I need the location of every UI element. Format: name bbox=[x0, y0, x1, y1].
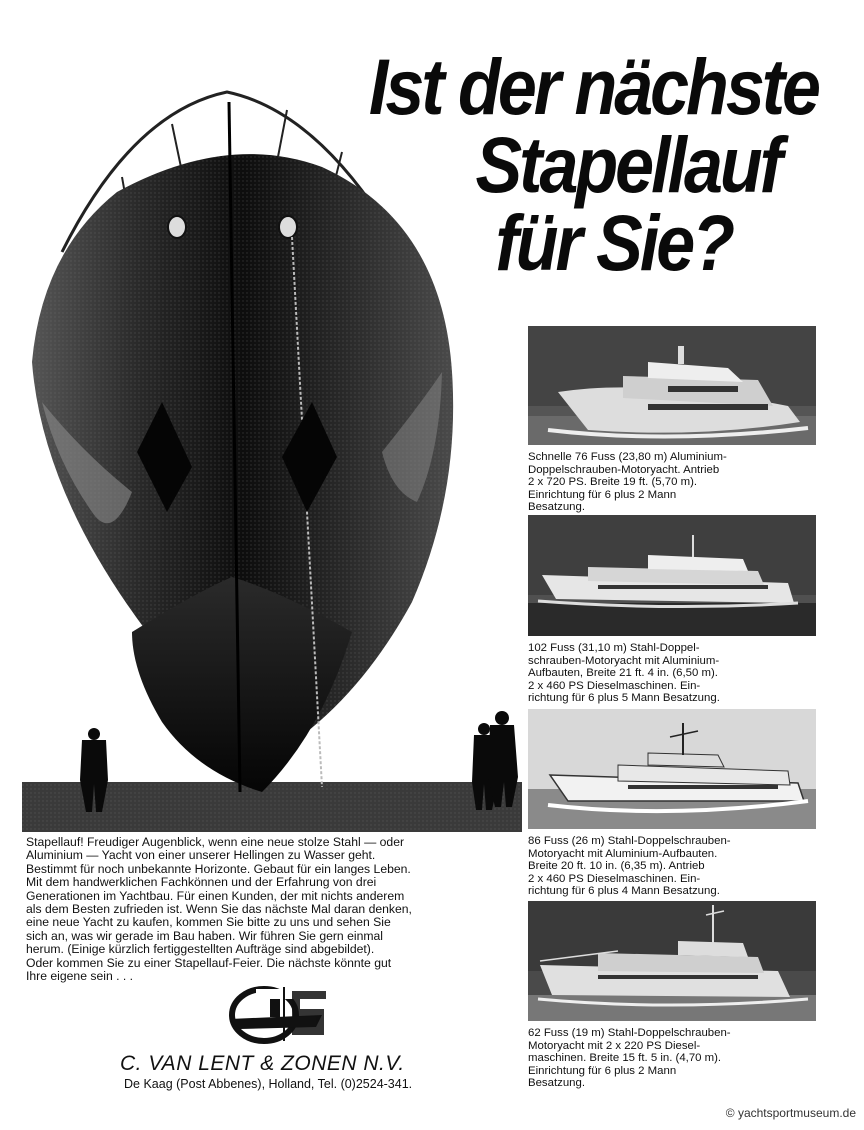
yacht-photo-86ft bbox=[528, 709, 816, 829]
hero-ship-bow-photo bbox=[22, 72, 522, 832]
body-paragraph: Stapellauf! Freudiger Augenblick, wenn eine neue stolze Stahl — oder Aluminium — Yacht von einer unserer Hellingen zu Wasser geht. Bestimmt für noch unbekannte Horizonte. Gebaut für ein langes Leben. Mit dem handwerklichen Fachkönnen und der Erfahrung von drei Generationen im Yachtbau. Für einen Kunden, der mit nichts anderem als dem Besten zufrieden ist. Wenn Sie das nächste Mal daran denken, eine neue Yacht zu kaufen, kommen Sie bitte zu uns und sehen Sie sich an, was wir gerade im Bau haben. Wir führen Sie gern einmal herum. (Einige kürzlich fertiggestellten Aufträge sind abgebildet). Oder kommen Sie zu einer Stapellauf-Feier. Die nächste könnte gut Ihre eigene sein . . . bbox=[26, 835, 412, 984]
body-copy bbox=[26, 836, 446, 983]
van-lent-logo bbox=[226, 985, 332, 1045]
headline-line-2: Stapellauf bbox=[475, 121, 780, 209]
company-name: C. VAN LENT & ZONEN N.V. bbox=[120, 1052, 405, 1075]
headline-line-1: Ist der nächste bbox=[368, 43, 818, 131]
headline-line-3: für Sie? bbox=[495, 199, 732, 287]
yacht-photo-62ft bbox=[528, 901, 816, 1021]
yacht-photo-102ft bbox=[528, 515, 816, 636]
yacht-photo-76ft bbox=[528, 326, 816, 445]
yacht-caption-76ft: Schnelle 76 Fuss (23,80 m) Aluminium- Doppelschrauben-Motoryacht. Antrieb 2 x 720 PS. Breite 19 ft. (5,70 m). Einrichtung für 6 plus 2 Mann Besatzung. bbox=[528, 451, 727, 514]
yacht-caption-62ft: 62 Fuss (19 m) Stahl-Doppelschrauben- Motoryacht mit 2 x 220 PS Diesel- maschinen. Breite 15 ft. 5 in. (4,70 m). Einrichtung für 6 plus 2 Mann Besatzung. bbox=[528, 1027, 731, 1090]
yacht-caption-102ft: 102 Fuss (31,10 m) Stahl-Doppel- schrauben-Motoryacht mit Aluminium- Aufbauten, Breite 21 ft. 4 in. (6,50 m). 2 x 460 PS Dieselmaschinen. Ein- richtung für 6 plus 5 Mann Besatzung. bbox=[528, 642, 720, 705]
company-address: De Kaag (Post Abbenes), Holland, Tel. (0)2524-341. bbox=[124, 1077, 413, 1091]
watermark: © yachtsportmuseum.de bbox=[725, 1106, 856, 1120]
yacht-caption-86ft: 86 Fuss (26 m) Stahl-Doppelschrauben- Motoryacht mit Aluminium-Aufbauten. Breite 20 ft. 10 in. (6,35 m). Antrieb 2 x 460 PS Dieselmaschinen. Ein- richtung für 6 plus 4 Mann Besatzung. bbox=[528, 835, 731, 898]
